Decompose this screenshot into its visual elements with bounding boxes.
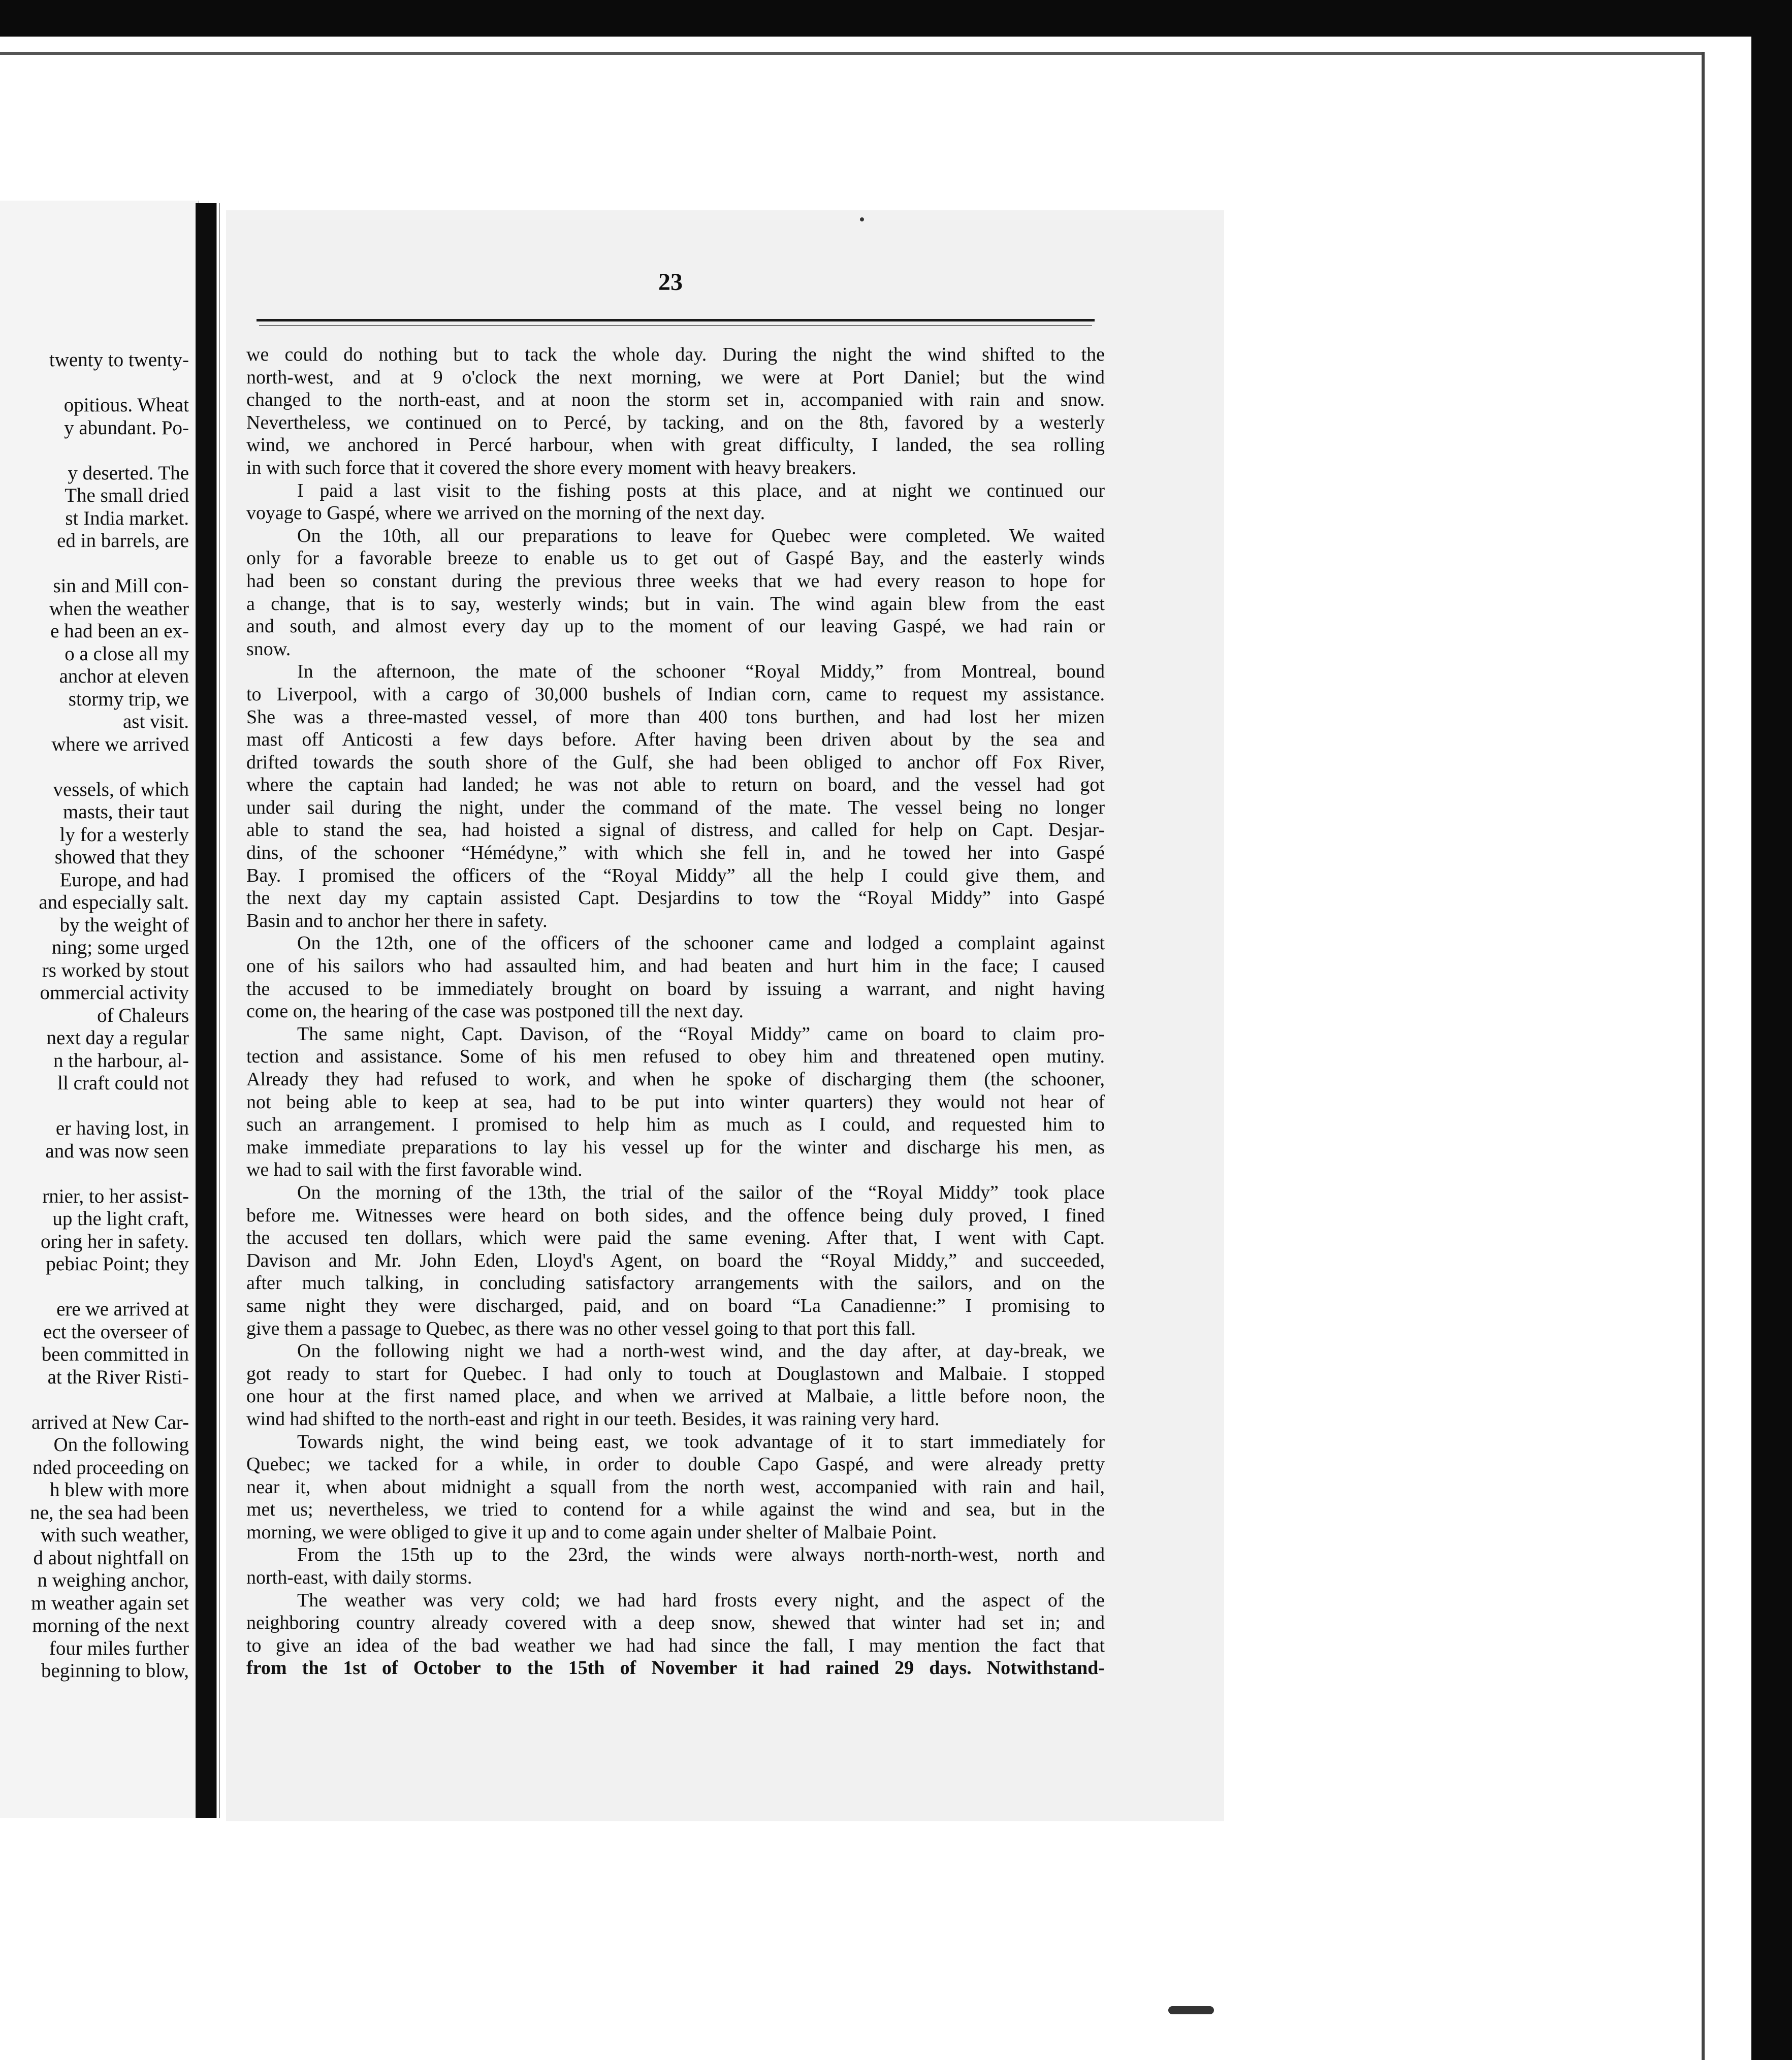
body-line: in with such force that it covered the shore every moment with heavy breakers. — [246, 457, 856, 478]
facing-page-line: d about nightfall on — [33, 1547, 189, 1569]
body-line: drifted towards the south shore of the Gulf, she had been obliged to anchor off Fox River, — [246, 751, 1105, 773]
body-line: Nevertheless, we continued on to Percé, by tacking, and on the 8th, favored by a westerly — [246, 411, 1105, 433]
body-line: snow. — [246, 638, 291, 660]
body-line: near it, when about midnight a squall from the north west, accompanied with rain and hail, — [246, 1476, 1105, 1498]
body-line: Davison and Mr. John Eden, Lloyd's Agent, on board the “Royal Middy,” and succeeded, — [246, 1249, 1105, 1271]
body-line: not being able to keep at sea, had to be put into winter quarters) they would not hear of — [246, 1091, 1105, 1113]
facing-page-line: with such weather, — [41, 1524, 189, 1546]
facing-page-line: rs worked by stout — [42, 959, 189, 981]
body-line: mast off Anticosti a few days before. After having been driven about by the sea and — [246, 729, 1105, 751]
body-line: from the 1st of October to the 15th of November it had rained 29 days. Notwithstand- — [246, 1657, 1105, 1679]
facing-page-line: been committed in — [41, 1343, 189, 1365]
body-line: Basin and to anchor her there in safety. — [246, 910, 548, 931]
body-line: wind, we anchored in Percé harbour, when with great difficulty, I landed, the sea rolling — [246, 434, 1105, 456]
facing-page-line: stormy trip, we — [68, 688, 189, 710]
body-line: give them a passage to Quebec, as there was no other vessel going to that port this fall. — [246, 1317, 916, 1339]
facing-page-line — [0, 1276, 189, 1299]
facing-page-line: four miles further — [49, 1637, 189, 1659]
facing-page-line: ning; some urged — [51, 937, 189, 958]
facing-page-line: o a close all my — [65, 642, 189, 665]
facing-page-line: m weather again set — [31, 1592, 189, 1614]
facing-page-line: ommercial activity — [40, 982, 189, 1004]
body-line: able to stand the sea, had hoisted a signal of distress, and called for help on Capt. Desjar- — [246, 819, 1105, 841]
body-line: the next day my captain assisted Capt. Desjardins to tow the “Royal Middy” into Gaspé — [246, 887, 1105, 909]
body-line: one hour at the first named place, and when we arrived at Malbaie, a little before noon, the — [246, 1386, 1105, 1407]
facing-page-line: ll craft could not — [57, 1072, 189, 1094]
facing-page-line: ly for a westerly — [59, 823, 189, 846]
facing-page-line: and especially salt. — [39, 891, 189, 913]
body-line: Quebec; we tacked for a while, in order to double Capo Gaspé, and were already pretty — [246, 1454, 1105, 1475]
body-line: On the 12th, one of the officers of the schooner came and lodged a complaint against — [297, 932, 1105, 954]
facing-page-line: masts, their taut — [62, 801, 189, 823]
facing-page-line — [0, 756, 189, 779]
facing-page-line: anchor at eleven — [59, 665, 189, 687]
body-line: On the 10th, all our preparations to leave for Quebec were completed. We waited — [297, 525, 1105, 546]
body-line: the accused to be immediately brought on board by issuing a warrant, and night having — [246, 978, 1105, 1000]
facing-page-line: rnier, to her assist- — [42, 1185, 189, 1207]
facing-page-line: n the harbour, al- — [53, 1049, 189, 1072]
body-line: tection and assistance. Some of his men refused to obey him and threatened open mutiny. — [246, 1046, 1105, 1068]
body-line: The weather was very cold; we had hard frosts every night, and the aspect of the — [297, 1589, 1105, 1611]
body-line: to Liverpool, with a cargo of 30,000 bushels of Indian corn, came to request my assistance. — [246, 683, 1105, 705]
facing-page-line: at the River Risti- — [47, 1366, 189, 1388]
facing-page-line: st India market. — [65, 507, 189, 529]
body-line: changed to the north-east, and at noon the storm set in, accompanied with rain and snow. — [246, 389, 1105, 411]
facing-page-line: ere we arrived at — [56, 1298, 189, 1320]
facing-page-line — [0, 1095, 189, 1118]
body-line: a change, that is to say, westerly winds; but in vain. The wind again blew from the east — [246, 593, 1105, 615]
body-line: before me. Witnesses were heard on both sides, and the offence being duly proved, I fined — [246, 1204, 1105, 1226]
facing-page-text — [0, 349, 189, 1683]
facing-page-line — [0, 1163, 189, 1185]
facing-page-line: and was now seen — [45, 1140, 189, 1162]
body-line: we could do nothing but to tack the whole day. During the night the wind shifted to the — [246, 344, 1105, 365]
scanner-right-band — [1751, 0, 1792, 2060]
frame-line — [0, 52, 1702, 55]
facing-page-line: ect the overseer of — [43, 1321, 189, 1343]
facing-page-line: up the light craft, — [52, 1208, 189, 1230]
facing-page-line: n weighing anchor, — [37, 1569, 189, 1591]
body-line: one of his sailors who had assaulted him, and had beaten and hurt him in the face; I caused — [246, 955, 1105, 977]
page-number: 23 — [658, 269, 683, 296]
facing-page-line: e had been an ex- — [50, 620, 189, 642]
header-rule-thin — [259, 325, 1092, 326]
body-line: to give an idea of the bad weather we had had since the fall, I may mention the fact that — [246, 1634, 1105, 1656]
body-line: She was a three-masted vessel, of more than 400 tons burthen, and had lost her mizen — [246, 706, 1105, 728]
body-line: same night they were discharged, paid, and on board “La Canadienne:” I promising to — [246, 1295, 1105, 1316]
facing-page-line: when the weather — [49, 597, 189, 620]
body-line: we had to sail with the first favorable wind. — [246, 1159, 583, 1181]
facing-page-line: morning of the next — [32, 1615, 189, 1636]
facing-page-line: opitious. Wheat — [63, 394, 189, 416]
body-line: the accused ten dollars, which were paid the same evening. After that, I went with Capt. — [246, 1227, 1105, 1249]
body-line: dins, of the schooner “Hémédyne,” with which she fell in, and he towed her into Gaspé — [246, 842, 1105, 864]
body-line: wind had shifted to the north-east and right in our teeth. Besides, it was raining very hard. — [246, 1408, 940, 1430]
body-line: The same night, Capt. Davison, of the “Royal Middy” came on board to claim pro- — [297, 1023, 1105, 1045]
facing-page-line: oring her in safety. — [40, 1230, 189, 1252]
body-line: met us; nevertheless, we tried to contend for a while against the wind and sea, but in the — [246, 1499, 1105, 1521]
facing-page-line: vessels, of which — [53, 778, 189, 800]
body-line: and south, and almost every day up to the moment of our leaving Gaspé, we had rain or — [246, 616, 1105, 637]
facing-page-fragment — [0, 201, 199, 1818]
facing-page-line — [0, 553, 189, 575]
body-line: make immediate preparations to lay his vessel up for the winter and discharge his men, as — [246, 1136, 1105, 1158]
facing-page-line — [0, 1389, 189, 1411]
body-line: only for a favorable breeze to enable us to get out of Gaspé Bay, and the easterly winds — [246, 548, 1105, 569]
body-line: under sail during the night, under the command of the mate. The vessel being no longer — [246, 796, 1105, 818]
facing-page-line: ed in barrels, are — [57, 530, 189, 552]
body-line: On the morning of the 13th, the trial of the sailor of the “Royal Middy” took place — [297, 1181, 1105, 1203]
facing-page-line — [0, 439, 189, 462]
body-line: after much talking, in concluding satisfactory arrangements with the sailors, and on the — [246, 1272, 1105, 1294]
body-line: north-west, and at 9 o'clock the next morning, we were at Port Daniel; but the wind — [246, 366, 1105, 388]
body-line: voyage to Gaspé, where we arrived on the morning of the next day. — [246, 502, 765, 524]
body-line: Bay. I promised the officers of the “Royal Middy” all the help I could give them, and — [246, 864, 1105, 886]
body-line: On the following night we had a north-west wind, and the day after, at day-break, we — [297, 1340, 1105, 1362]
body-line: such an arrangement. I promised to help him as much as I could, and requested him to — [246, 1114, 1105, 1136]
facing-page-line: arrived at New Car- — [31, 1411, 189, 1433]
ink-speck — [860, 217, 864, 221]
facing-page-line: beginning to blow, — [41, 1660, 189, 1682]
facing-page-line: y deserted. The — [68, 462, 189, 484]
facing-page-line: The small dried — [65, 485, 189, 506]
scanner-top-band — [0, 0, 1792, 37]
facing-page-line: ne, the sea had been — [30, 1501, 189, 1524]
scan-smudge — [1168, 2006, 1214, 2014]
facing-page-line: sin and Mill con- — [53, 575, 189, 597]
facing-page-line: next day a regular — [46, 1027, 189, 1049]
body-line: Already they had refused to work, and when he spoke of discharging them (the schooner, — [246, 1069, 1105, 1090]
body-line: north-east, with daily storms. — [246, 1567, 472, 1589]
facing-page-line: twenty to twenty- — [49, 349, 189, 371]
facing-page-line: er having lost, in — [55, 1117, 189, 1139]
facing-page-line: showed that they — [54, 846, 189, 868]
facing-page-line: pebiac Point; they — [46, 1253, 189, 1275]
facing-page-line: On the following — [53, 1434, 189, 1456]
facing-page-line: Europe, and had — [59, 868, 189, 891]
header-rule — [257, 319, 1095, 321]
spine-edge — [216, 203, 226, 1818]
facing-page-line: h blew with more — [49, 1479, 189, 1501]
facing-page-line — [0, 372, 189, 395]
frame-corner — [1702, 52, 1705, 2060]
facing-page-line: of Chaleurs — [97, 1004, 189, 1026]
book-spine — [196, 203, 216, 1818]
body-line: Towards night, the wind being east, we took advantage of it to start immediately for — [297, 1431, 1105, 1453]
facing-page-line: nded proceeding on — [33, 1456, 189, 1478]
body-line: got ready to start for Quebec. I had only to touch at Douglastown and Malbaie. I stopped — [246, 1363, 1105, 1385]
body-line: had been so constant during the previous three weeks that we had every reason to hope for — [246, 570, 1105, 592]
facing-page-line: by the weight of — [59, 914, 189, 936]
body-line: morning, we were obliged to give it up and to come again under shelter of Malbaie Point. — [246, 1521, 937, 1543]
body-line: neighboring country already covered with a deep snow, shewed that winter had set in; and — [246, 1612, 1105, 1634]
body-line: I paid a last visit to the fishing posts at this place, and at night we continued our — [297, 479, 1105, 501]
facing-page-line: y abundant. Po- — [64, 416, 189, 439]
body-line: From the 15th up to the 23rd, the winds were always north-north-west, north and — [297, 1544, 1105, 1566]
body-line: In the afternoon, the mate of the schooner “Royal Middy,” from Montreal, bound — [297, 661, 1105, 683]
page-body-text — [246, 343, 1105, 1680]
body-line: where the captain had landed; he was not able to return on board, and the vessel had got — [246, 774, 1105, 796]
body-line: come on, the hearing of the case was postponed till the next day. — [246, 1001, 744, 1022]
facing-page-line: ast visit. — [122, 711, 189, 732]
facing-page-line: where we arrived — [51, 733, 189, 755]
